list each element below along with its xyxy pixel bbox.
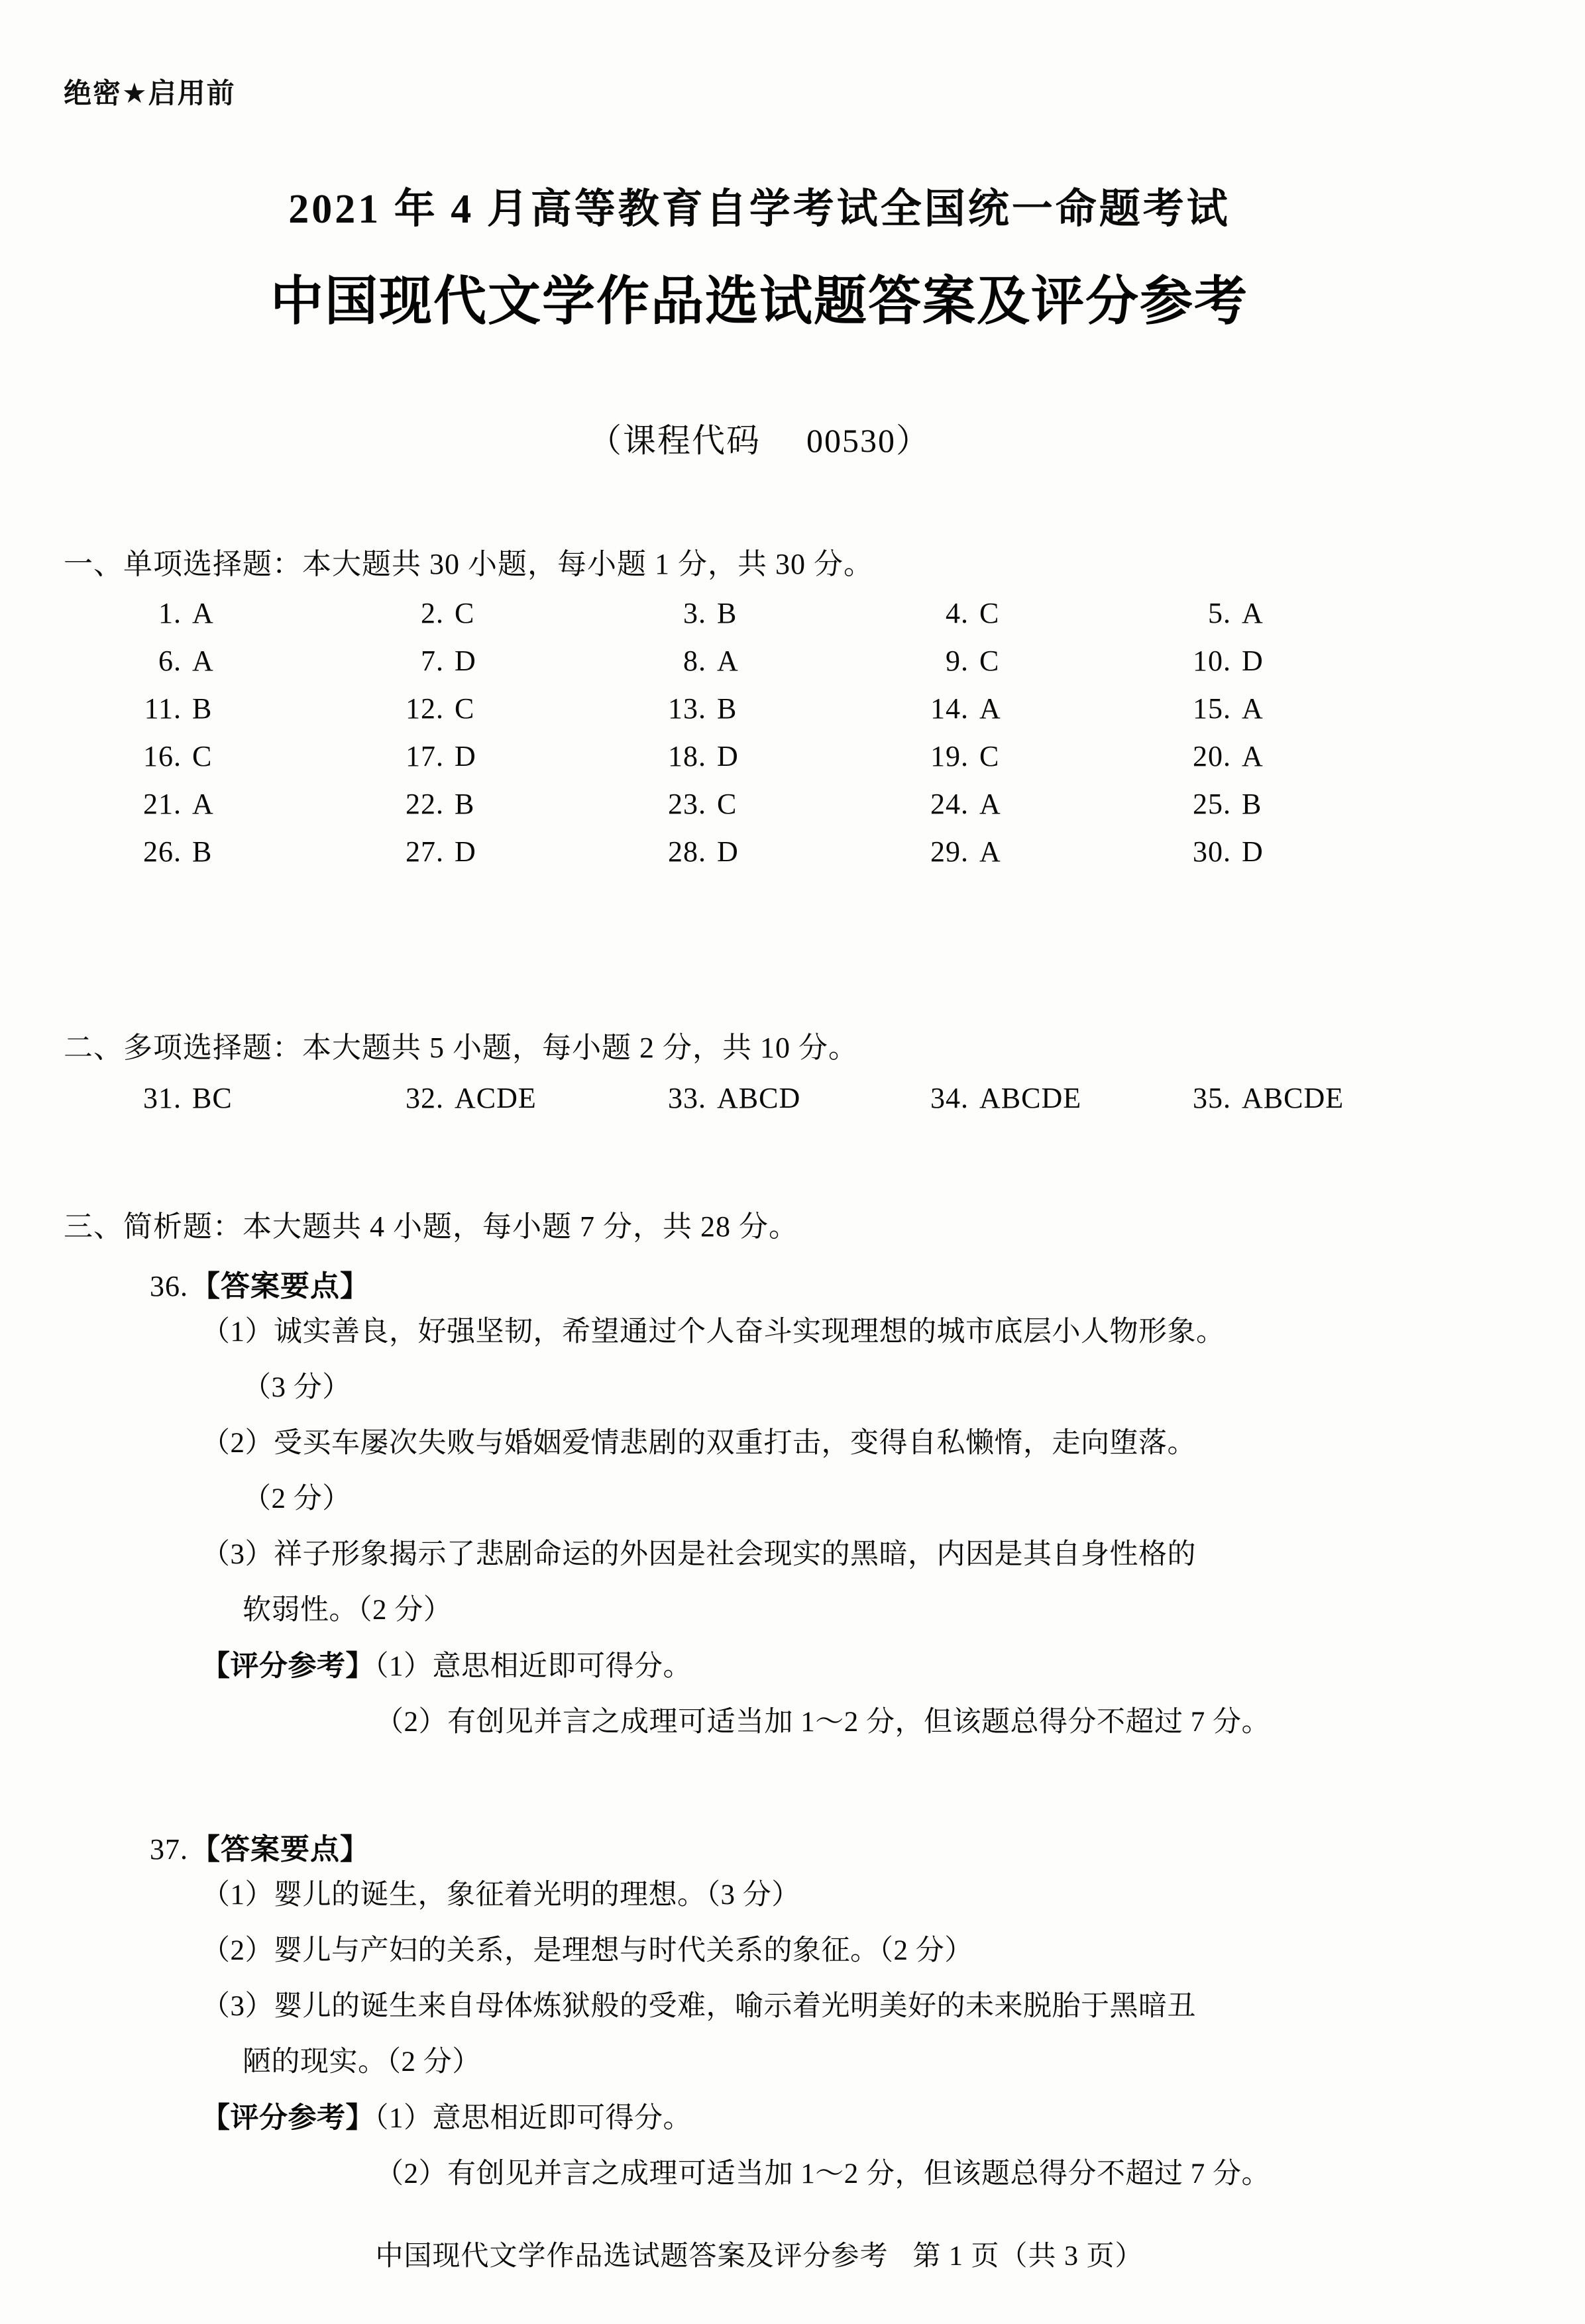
answer-cell [143,787,406,821]
answer-number: 31. [143,1082,182,1114]
answer-point-text: 受买车屡次失败与婚姻爱情悲剧的双重打击，变得自私懒惰，走向堕落。 [274,1428,1196,1459]
course-code-label: （课程代码 [588,422,761,459]
answer-point [201,1979,1455,2090]
answer-point-marker: （2） [201,1935,274,1966]
answer-cell [1193,739,1455,773]
analysis-question-36 [64,1262,1455,1750]
answer-value: B [717,692,738,725]
answer-value: A [979,788,1001,820]
answer-cell [1193,787,1455,821]
answer-number: 11. [144,692,182,725]
answer-value: A [192,645,214,677]
answer-value: B [455,788,475,820]
answer-point-text: 婴儿的诞生，象征着光明的理想。（3 分） [274,1879,800,1911]
answer-value: C [979,597,1000,629]
single-choice-answer-grid [143,596,1455,882]
answer-value: C [979,645,1000,677]
section-heading-single-choice: 一、单项选择题：本大题共 30 小题，每小题 1 分，共 30 分。 [64,548,873,580]
answer-value: A [1242,597,1264,629]
answer-number: 34. [930,1082,969,1114]
answer-value: C [717,788,738,820]
answer-value: B [192,692,213,725]
answer-number: 24. [930,788,969,820]
answer-value: D [1242,835,1264,868]
answer-number: 28. [668,835,706,868]
answer-cell [406,787,668,821]
answer-cell [668,835,930,869]
scoring-criteria-label: 【评分参考】 [201,1650,374,1682]
answer-number: 35. [1193,1082,1231,1114]
answer-value: A [979,835,1001,868]
answer-value: D [455,835,476,868]
answer-cell [406,692,668,725]
answer-value: B [717,597,738,629]
answer-number: 2. [421,597,444,629]
answer-number: 17. [406,740,444,772]
answer-row [143,787,1455,835]
answer-number: 15. [1193,692,1231,725]
answer-value: A [1242,692,1264,725]
answer-points-label: 【答案要点】 [191,1270,370,1302]
answer-points-label: 【答案要点】 [191,1833,370,1866]
answer-row [143,692,1455,739]
section-heading-multiple-choice: 二、多项选择题：本大题共 5 小题，每小题 2 分，共 10 分。 [64,1031,858,1064]
answer-cell [930,1081,1193,1115]
answer-value: C [455,597,475,629]
exam-title-line-2: 中国现代文学作品选试题答案及评分参考 [270,272,1248,331]
answer-number: 10. [1193,645,1231,677]
answer-cell [668,739,930,773]
answer-value: ABCDE [1242,1082,1344,1114]
answer-cell [668,644,930,678]
answer-point [201,1416,1455,1527]
answer-cell [406,644,668,678]
answer-row [143,739,1455,787]
answer-value: A [192,597,214,629]
scoring-criteria-line-2: （2）有创见并言之成理可适当加 1～2 分，但该题总得分不超过 7 分。 [375,2158,1270,2190]
answer-number: 30. [1193,835,1231,868]
answer-value: BC [192,1082,233,1114]
answer-cell [406,1081,668,1115]
question-head [150,1825,1455,1868]
answer-point-continuation: （3 分） [243,1372,351,1403]
answer-cell [1193,644,1455,678]
answer-number: 3. [683,597,706,629]
answer-number: 21. [143,788,182,820]
answer-cell [668,596,930,630]
answer-point-continuation: 软弱性。（2 分） [243,1595,453,1626]
answer-value: B [192,835,213,868]
exam-title-line-1: 2021 年 4 月高等教育自学考试全国统一命题考试 [288,187,1230,232]
answer-cell [930,644,1193,678]
answer-point-marker: （3） [201,1539,274,1570]
answer-number: 1. [158,597,182,629]
scoring-criteria-text-1: （1）意思相近即可得分。 [374,2103,692,2134]
answer-value: ACDE [455,1082,537,1114]
scoring-criteria-text-1: （1）意思相近即可得分。 [374,1651,692,1682]
answer-value: D [717,835,739,868]
answer-number: 9. [946,645,969,677]
answer-number: 8. [683,645,706,677]
answer-value: C [979,740,1000,772]
answer-cell [406,835,668,869]
secret-mark: 绝密★启用前 [64,78,236,109]
answer-cell [668,787,930,821]
answer-number: 19. [930,740,969,772]
answer-row [143,835,1455,882]
answer-number: 26. [143,835,182,868]
scoring-criteria-line-2: （2）有创见并言之成理可适当加 1～2 分，但该题总得分不超过 7 分。 [375,1707,1270,1738]
answer-number: 22. [406,788,444,820]
answer-number: 18. [668,740,706,772]
answer-number: 32. [406,1082,444,1114]
answer-point-continuation: （2 分） [243,1483,351,1514]
footer-doc-name: 中国现代文学作品选试题答案及评分参考 [375,2241,889,2272]
question-head [150,1262,1455,1304]
answer-value: A [979,692,1001,725]
answer-point [201,1868,1455,1923]
course-code-value: 00530） [806,422,930,459]
answer-cell [143,596,406,630]
answer-cell [1193,596,1455,630]
answer-number: 20. [1193,740,1231,772]
answer-number: 13. [668,692,706,725]
answer-cell [930,739,1193,773]
answer-row [143,644,1455,692]
answer-cell [406,596,668,630]
answer-row [143,1081,1455,1129]
answer-cell [1193,835,1455,869]
answer-cell [143,692,406,725]
answer-point [201,1923,1455,1979]
answer-value: C [455,692,475,725]
analysis-question-37 [64,1825,1455,2202]
answer-cell [143,1081,406,1115]
answer-number: 5. [1208,597,1231,629]
answer-point-continuation: 陋的现实。（2 分） [243,2046,481,2078]
answer-cell [930,596,1193,630]
answer-point-marker: （1） [201,1879,274,1911]
answer-value: D [1242,645,1264,677]
answer-value: A [192,788,214,820]
answer-number: 29. [930,835,969,868]
answer-value: ABCDE [979,1082,1082,1114]
answer-number: 33. [668,1082,706,1114]
question-number: 37. [150,1833,188,1866]
answer-cell [143,739,406,773]
answer-point [201,1527,1455,1638]
answer-number: 7. [421,645,444,677]
scoring-criteria-line-1 [201,1638,1455,1695]
answer-value: ABCD [717,1082,801,1114]
course-code-line [64,414,1455,462]
scoring-criteria-label: 【评分参考】 [201,2102,374,2134]
answer-number: 25. [1193,788,1231,820]
answer-point-text: 婴儿的诞生来自母体炼狱般的受难，喻示着光明美好的未来脱胎于黑暗丑 [274,1991,1196,2022]
answer-point-text: 诚实善良，好强坚韧，希望通过个人奋斗实现理想的城市底层小人物形象。 [274,1316,1225,1347]
answer-value: A [1242,740,1264,772]
answer-value: B [1242,788,1262,820]
footer-page-label: 第 1 页（共 3 页） [912,2241,1144,2272]
answer-cell [930,835,1193,869]
answer-cell [143,644,406,678]
answer-value: D [455,740,476,772]
answer-number: 6. [158,645,182,677]
answer-cell [1193,1081,1455,1115]
answer-point-marker: （3） [201,1991,274,2022]
answer-point-marker: （2） [201,1428,274,1459]
answer-number: 23. [668,788,706,820]
scoring-criteria-line-1 [201,2090,1455,2146]
answer-number: 4. [946,597,969,629]
answer-cell [930,787,1193,821]
answer-value: C [192,740,213,772]
question-number: 36. [150,1270,188,1302]
section-heading-analysis: 三、简析题：本大题共 4 小题，每小题 7 分，共 28 分。 [64,1210,798,1243]
answer-cell [143,835,406,869]
answer-point-marker: （1） [201,1316,274,1347]
answer-number: 14. [930,692,969,725]
answer-value: D [455,645,476,677]
page-footer [64,2234,1455,2274]
answer-value: D [717,740,739,772]
answer-point-text: 祥子形象揭示了悲剧命运的外因是社会现实的黑暗，内因是其自身性格的 [274,1539,1196,1570]
answer-cell [930,692,1193,725]
page-content [64,0,1521,2324]
answer-cell [668,692,930,725]
multiple-choice-answer-grid [143,1081,1455,1129]
answer-number: 27. [406,835,444,868]
answer-number: 12. [406,692,444,725]
answer-point [201,1304,1455,1416]
answer-point-text: 婴儿与产妇的关系，是理想与时代关系的象征。（2 分） [274,1935,973,1966]
answer-cell [406,739,668,773]
answer-cell [668,1081,930,1115]
answer-cell [1193,692,1455,725]
answer-value: A [717,645,739,677]
answer-number: 16. [143,740,182,772]
answer-row [143,596,1455,644]
